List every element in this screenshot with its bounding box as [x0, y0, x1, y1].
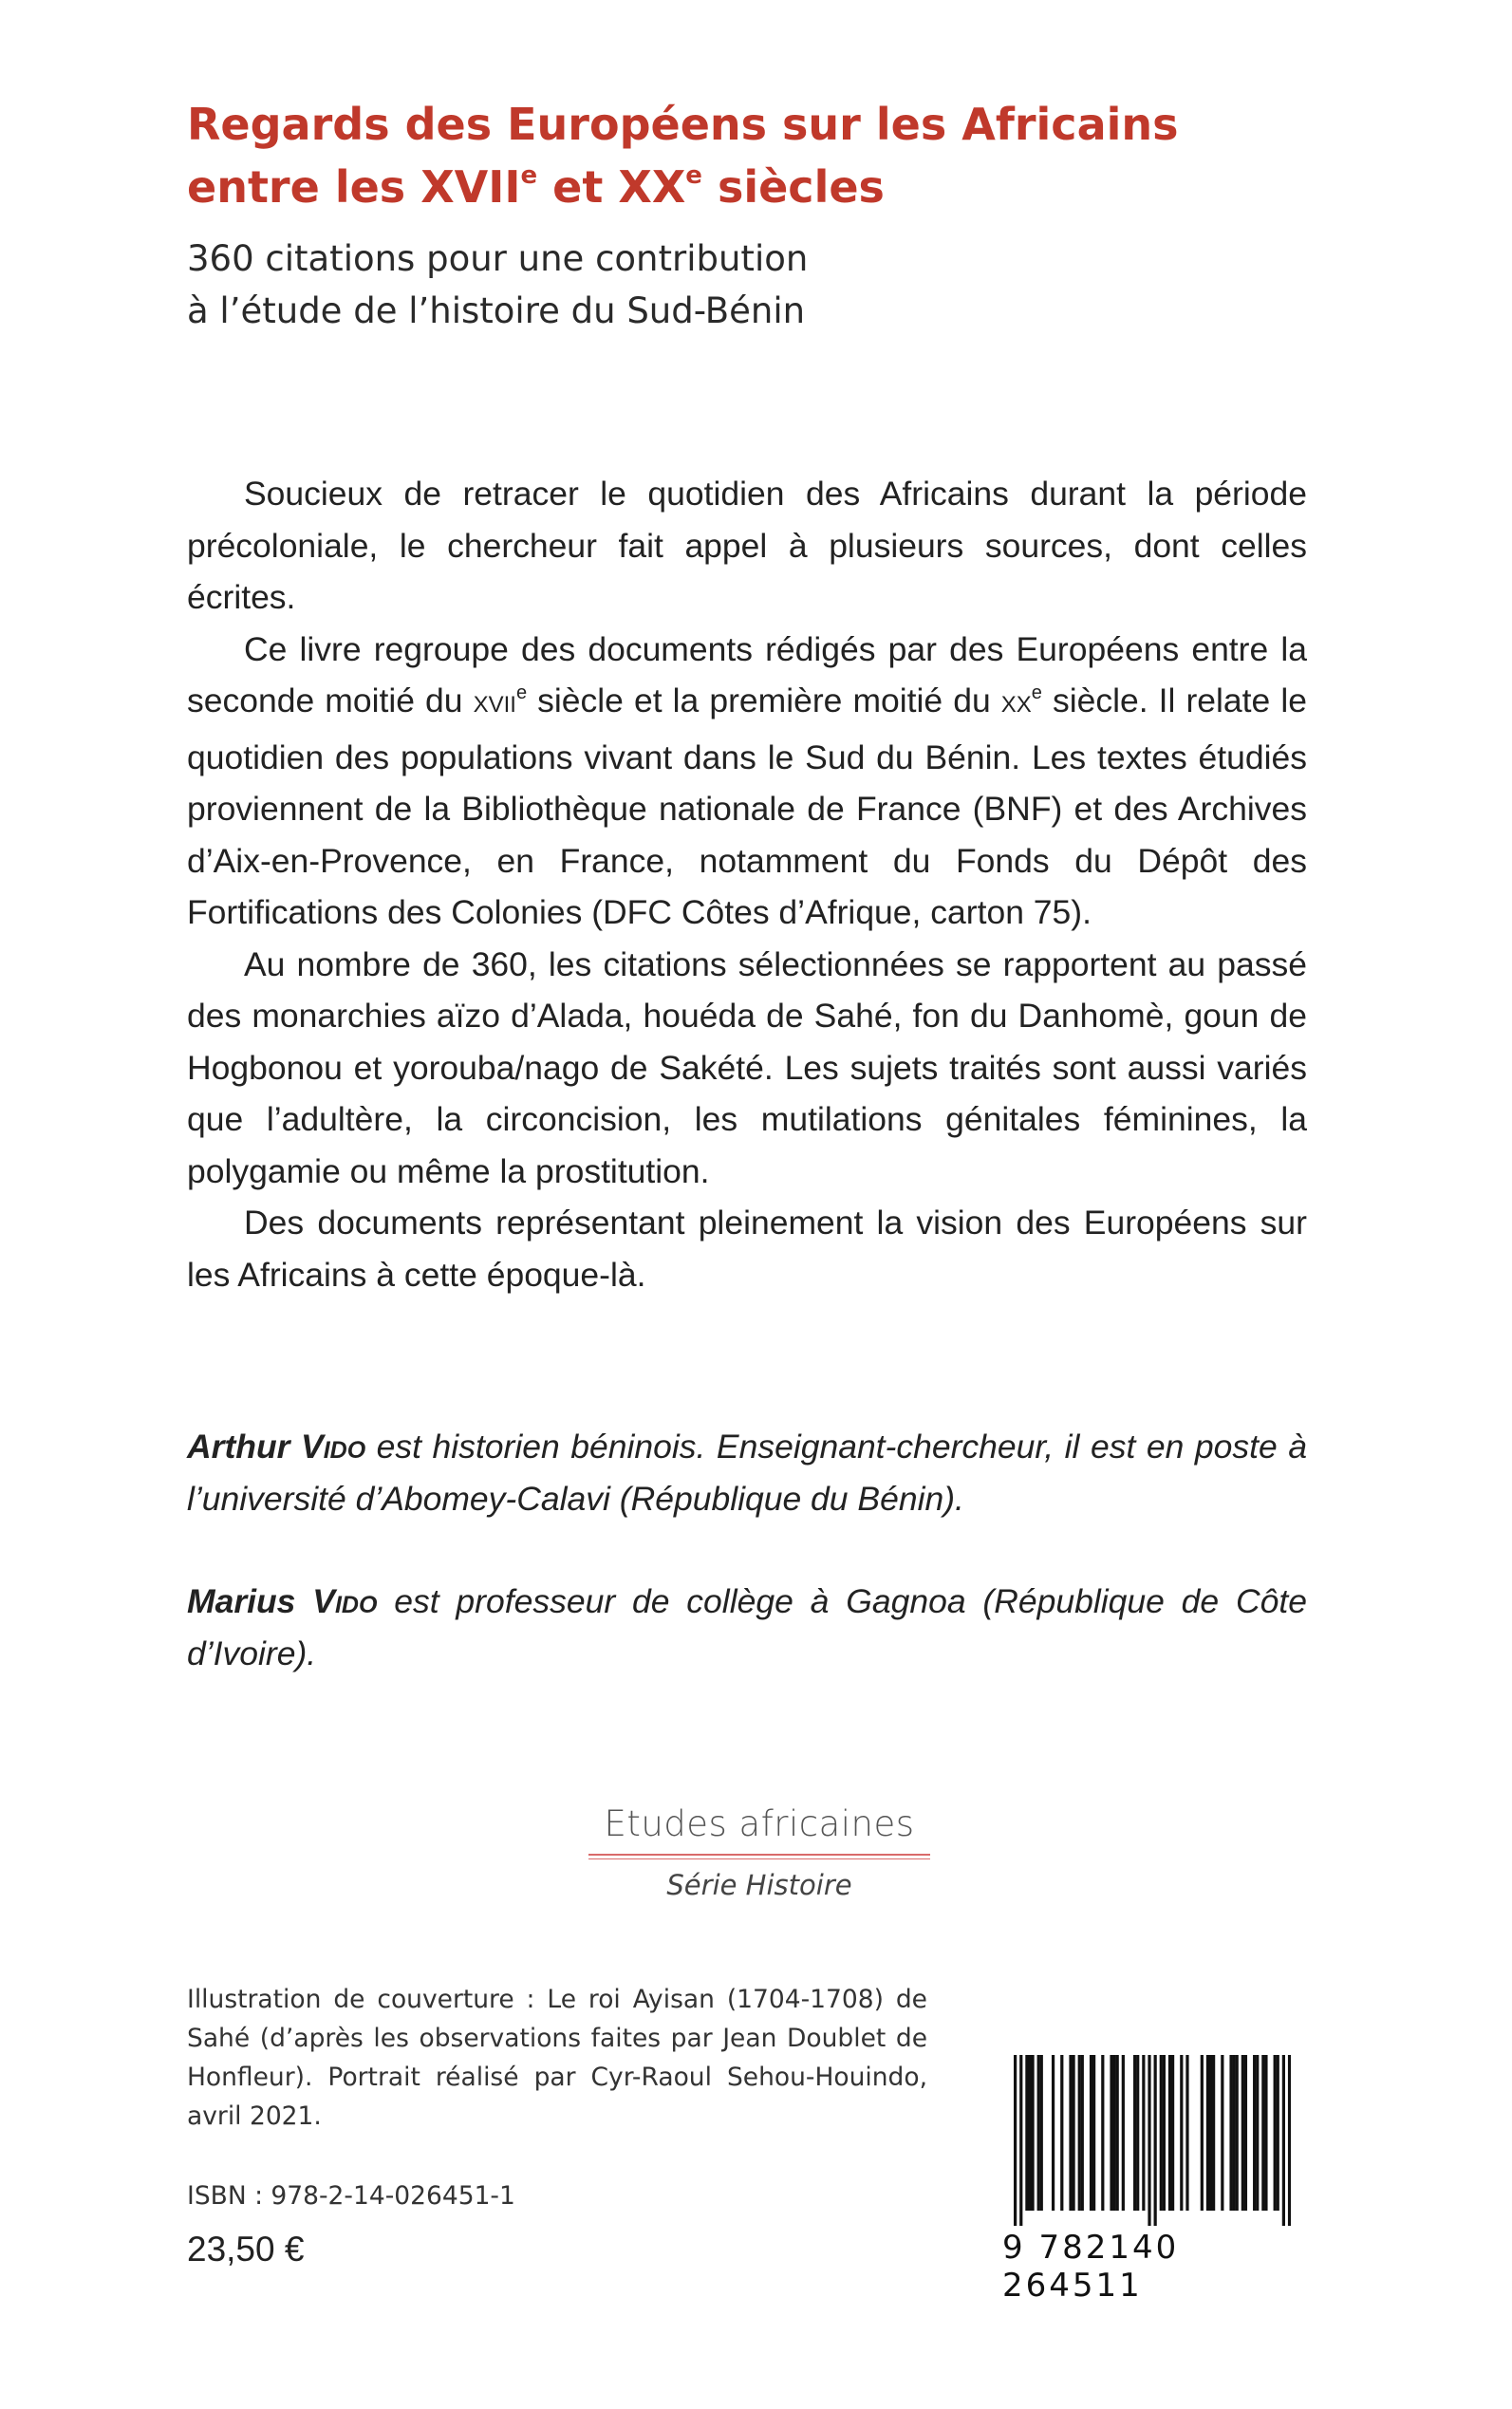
barcode-bar: [1168, 2055, 1171, 2211]
blurb-paragraph-4: Des documents représentant pleinement la vision des Européens sur les Africains à cette époque-là.: [187, 1204, 1307, 1294]
barcode-bar: [1180, 2055, 1183, 2211]
author-bio-2: Marius Vido est professeur de collège à Gagnoa (République de Côte d’Ivoire).: [187, 1582, 1307, 1672]
barcode-bar: [1229, 2055, 1232, 2211]
barcode-bar: [1072, 2055, 1074, 2211]
barcode-bar: [1052, 2055, 1055, 2211]
barcode-bar: [1025, 2055, 1028, 2211]
blurb: [187, 468, 1307, 1300]
barcode-bar: [1116, 2055, 1119, 2211]
barcode-bar: [1101, 2055, 1104, 2211]
barcode-bar: [1081, 2055, 1084, 2211]
barcode-bar: [1209, 2055, 1212, 2211]
series-logo: [588, 1803, 930, 1901]
blurb-paragraph-3: Au nombre de 360, les citations sélectionnées se rapportent au passé des monarchies aïzo d’Alada, houéda de Sahé, fon du Danhomè, goun de Hogbonou et yorouba/nago de Sakété. Les sujets traités sont aussi variés que l’adultère, la circoncision, les mutilations génitales féminines, la polygamie ou même la prostitution.: [187, 944, 1307, 1190]
barcode-bar: [1060, 2055, 1063, 2211]
barcode-bar: [1171, 2055, 1174, 2211]
barcode-bar: [1221, 2055, 1223, 2211]
barcode-bar: [1136, 2055, 1139, 2211]
barcode-bar: [1253, 2055, 1256, 2211]
barcode-bar: [1244, 2055, 1247, 2211]
barcode-bar: [1110, 2055, 1112, 2211]
barcode-bar: [1256, 2055, 1259, 2211]
barcode-bar: [1069, 2055, 1072, 2211]
title-line-1: Regards des Européens sur les Africains: [187, 99, 1179, 150]
barcode-bar: [1092, 2055, 1095, 2211]
barcode-bar: [1122, 2055, 1125, 2211]
barcode-bar: [1142, 2055, 1145, 2211]
barcode-bar: [1163, 2055, 1166, 2211]
barcode-bar: [1040, 2055, 1043, 2211]
barcode-bar: [1264, 2055, 1267, 2211]
barcode-bar: [1031, 2055, 1034, 2211]
barcode-bar: [1154, 2055, 1157, 2226]
book-title: [187, 93, 1373, 218]
isbn: ISBN : 978-2-14-026451-1: [187, 2181, 515, 2211]
barcode-bar: [1133, 2055, 1136, 2211]
barcode-bar: [1078, 2055, 1081, 2211]
barcode-bar: [1288, 2055, 1291, 2226]
author-bios: [187, 1421, 1307, 1730]
author-bio-1: Arthur Vido est historien béninois. Enseignant-chercheur, il est en poste à l’université d’Abomey-Calavi (République du Bénin).: [187, 1428, 1307, 1518]
blurb-paragraph-1: Soucieux de retracer le quotidien des Africains durant la période précoloniale, le chercheur fait appel à plusieurs sources, dont celles écrites.: [187, 475, 1307, 616]
barcode-digits: 9 782140 264511: [1002, 2229, 1180, 2305]
series-subtitle: Série Histoire: [666, 1869, 852, 1901]
barcode-bar: [1236, 2055, 1239, 2211]
barcode-bar: [1277, 2055, 1279, 2211]
title-line-2: entre les XVIIe et XXe siècles: [187, 161, 885, 213]
book-subtitle: [187, 233, 1373, 337]
barcode-bar: [1261, 2055, 1264, 2211]
barcode-bar: [1090, 2055, 1092, 2211]
barcode-bar: [1148, 2055, 1150, 2226]
barcode-bar: [1185, 2055, 1188, 2211]
barcode: [1014, 2055, 1291, 2226]
barcode-bar: [1014, 2055, 1017, 2226]
cover-illustration-credit: Illustration de couverture : Le roi Ayisan (1704-1708) de Sahé (d’après les observations faites par Jean Doublet de Honfleur). Portrait réalisé par Cyr-Raoul Sehou-Houindo, avril 2021.: [187, 1985, 927, 2131]
series-divider: [588, 1854, 930, 1856]
barcode-bar: [1212, 2055, 1215, 2211]
subtitle-line-2: à l’étude de l’histoire du Sud-Bénin: [187, 290, 806, 331]
barcode-bar: [1028, 2055, 1031, 2211]
barcode-bar: [1206, 2055, 1209, 2211]
barcode-bar: [1019, 2055, 1022, 2226]
series-divider-thin: [588, 1858, 930, 1859]
barcode-bar: [1282, 2055, 1285, 2226]
barcode-bar: [1201, 2055, 1204, 2211]
blurb-paragraph-2: Ce livre regroupe des documents rédigés par des Européens entre la seconde moitié du XVIIe siècle et la première moitié du XXe siècle. Il relate le quotidien des populations vivant dans le Sud du Bénin. Les textes étudiés proviennent de la Bibliothèque nationale de France (BNF) et des Archives d’Aix-en-Provence, en France, notamment du Fonds du Dépôt des Fortifications des Colonies (DFC Côtes d’Afrique, carton 75).: [187, 629, 1307, 931]
barcode-bar: [1037, 2055, 1040, 2211]
barcode-bar: [1241, 2055, 1244, 2211]
barcode-bar: [1113, 2055, 1116, 2211]
series-name: Etudes africaines: [604, 1803, 915, 1844]
barcode-bar: [1160, 2055, 1163, 2211]
subtitle-line-1: 360 citations pour une contribution: [187, 238, 809, 279]
price: 23,50 €: [187, 2230, 305, 2269]
barcode-bar: [1274, 2055, 1277, 2211]
barcode-bar: [1233, 2055, 1236, 2211]
